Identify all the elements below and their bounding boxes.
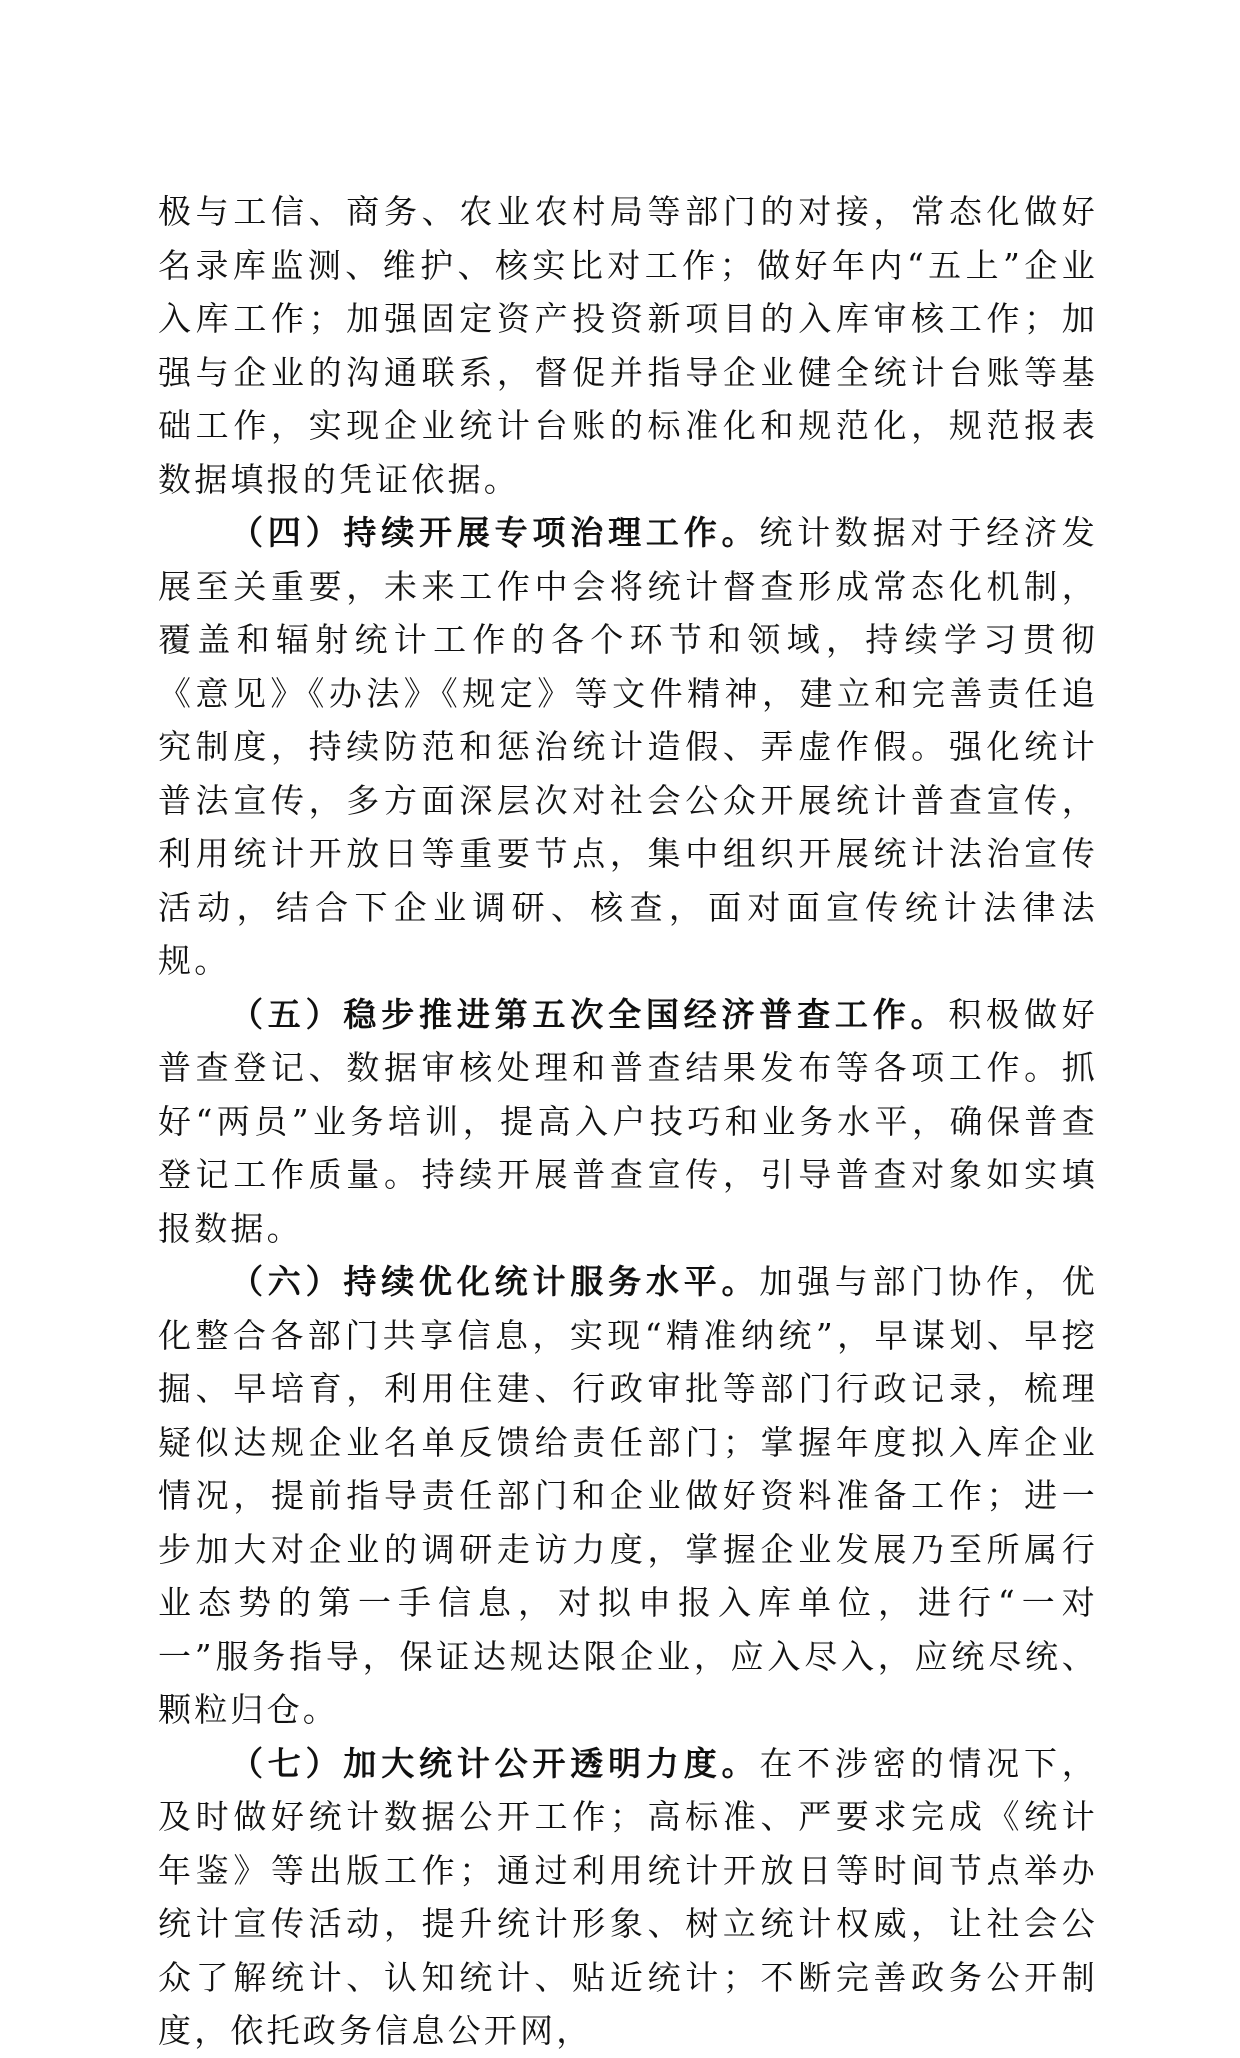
section-heading: （七）加大统计公开透明力度。 bbox=[230, 1743, 760, 1783]
section-heading: （五）稳步推进第五次全国经济普查工作。 bbox=[230, 994, 949, 1034]
section-heading: （六）持续优化统计服务水平。 bbox=[230, 1262, 760, 1301]
section-heading: （四）持续开展专项治理工作。 bbox=[230, 513, 760, 552]
paragraph-section-7 bbox=[158, 1737, 1098, 2058]
document-page bbox=[158, 185, 1098, 2058]
paragraph-text: 积极做好普查登记、数据审核处理和普查结果发布等各项工作。抓好“两员”业务培训，提高入户技巧和业务水平，确保普查登记工作质量。持续开展普查宣传，引导普查对象如实填报数据。 bbox=[158, 994, 1098, 1248]
paragraph-text: 统计数据对于经济发展至关重要，未来工作中会将统计督查形成常态化机制，覆盖和辐射统计工作的各个环节和领域，持续学习贯彻《意见》《办法》《规定》等文件精神，建立和完善责任追究制度，持续防范和惩治统计造假、弄虚作假。强化统计普法宣传，多方面深层次对社会公众开展统计普查宣传，利用统计开放日等重要节点，集中组织开展统计法治宣传活动，结合下企业调研、核查，面对面宣传统计法律法规。 bbox=[158, 513, 1098, 980]
paragraph-text: 加强与部门协作，优化整合各部门共享信息，实现“精准纳统”，早谋划、早挖掘、早培育，利用住建、行政审批等部门行政记录，梳理疑似达规企业名单反馈给责任部门；掌握年度拟入库企业情况，提前指导责任部门和企业做好资料准备工作；进一步加大对企业的调研走访力度，掌握企业发展乃至所属行业态势的第一手信息，对拟申报入库单位，进行“一对一”服务指导，保证达规达限企业，应入尽入，应统尽统、颗粒归仓。 bbox=[158, 1262, 1098, 1729]
paragraph-continuation bbox=[158, 185, 1098, 506]
paragraph-section-6 bbox=[158, 1255, 1098, 1737]
paragraph-text: 极与工信、商务、农业农村局等部门的对接，常态化做好名录库监测、维护、核实比对工作；做好年内“五上”企业入库工作；加强固定资产投资新项目的入库审核工作；加强与企业的沟通联系，督促并指导企业健全统计台账等基础工作，实现企业统计台账的标准化和规范化，规范报表数据填报的凭证依据。 bbox=[158, 192, 1098, 499]
paragraph-section-5 bbox=[158, 988, 1098, 1256]
paragraph-section-4 bbox=[158, 506, 1098, 988]
paragraph-text: 在不涉密的情况下，及时做好统计数据公开工作；高标准、严要求完成《统计年鉴》等出版工作；通过利用统计开放日等时间节点举办统计宣传活动，提升统计形象、树立统计权威，让社会公众了解统计、认知统计、贴近统计；不断完善政务公开制度，依托政务信息公开网， bbox=[158, 1743, 1098, 2050]
